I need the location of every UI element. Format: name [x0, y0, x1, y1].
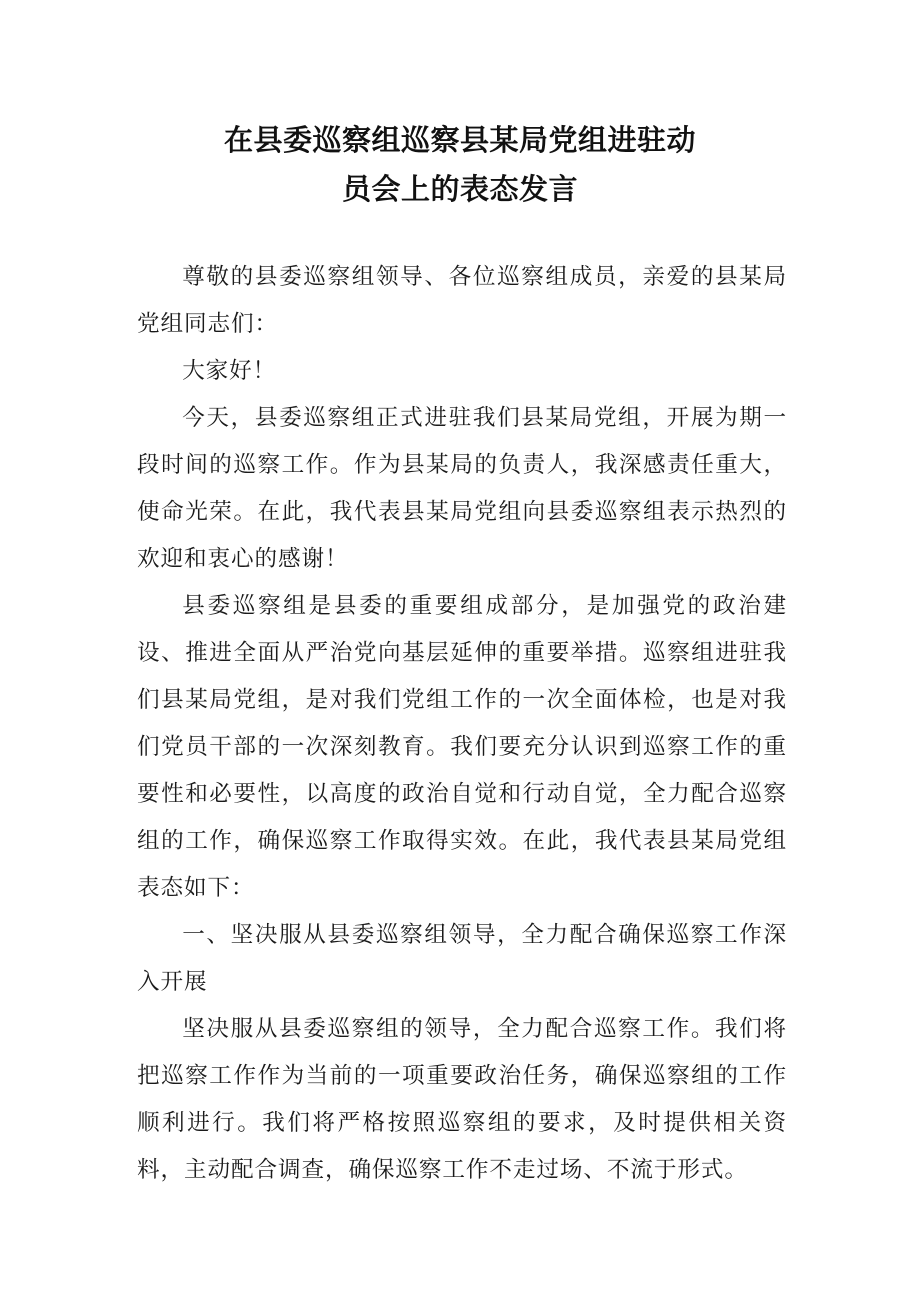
body-paragraph: 今天，县委巡察组正式进驻我们县某局党组，开展为期一段时间的巡察工作。作为县某局的负责人，我深感责任重大，使命光荣。在此，我代表县某局党组向县委巡察组表示热烈的欢迎和衷心的感谢！	[137, 405, 787, 572]
greeting-paragraph: 大家好！	[182, 358, 277, 384]
document-title-line-2: 员会上的表态发言	[341, 172, 578, 206]
document-body	[137, 254, 787, 1194]
body-paragraph: 县委巡察组是县委的重要组成部分，是加强党的政治建设、推进全面从严治党向基层延伸的重要举措。巡察组进驻我们县某局党组，是对我们党组工作的一次全面体检，也是对我们党员干部的一次深刻教育。我们要充分认识到巡察工作的重要性和必要性，以高度的政治自觉和行动自觉，全力配合巡察组的工作，确保巡察工作取得实效。在此，我代表县某局党组表态如下：	[137, 593, 787, 901]
document-title-line-1: 在县委巡察组巡察县某局党组进驻动	[223, 123, 696, 157]
section-heading: 一、坚决服从县委巡察组领导，全力配合确保巡察工作深入开展	[137, 922, 787, 995]
body-paragraph: 坚决服从县委巡察组的领导，全力配合巡察工作。我们将把巡察工作作为当前的一项重要政治任务，确保巡察组的工作顺利进行。我们将严格按照巡察组的要求，及时提供相关资料，主动配合调查，确保巡察工作不走过场、不流于形式。	[137, 1016, 787, 1183]
salutation-paragraph: 尊敬的县委巡察组领导、各位巡察组成员，亲爱的县某局党组同志们：	[137, 264, 787, 337]
